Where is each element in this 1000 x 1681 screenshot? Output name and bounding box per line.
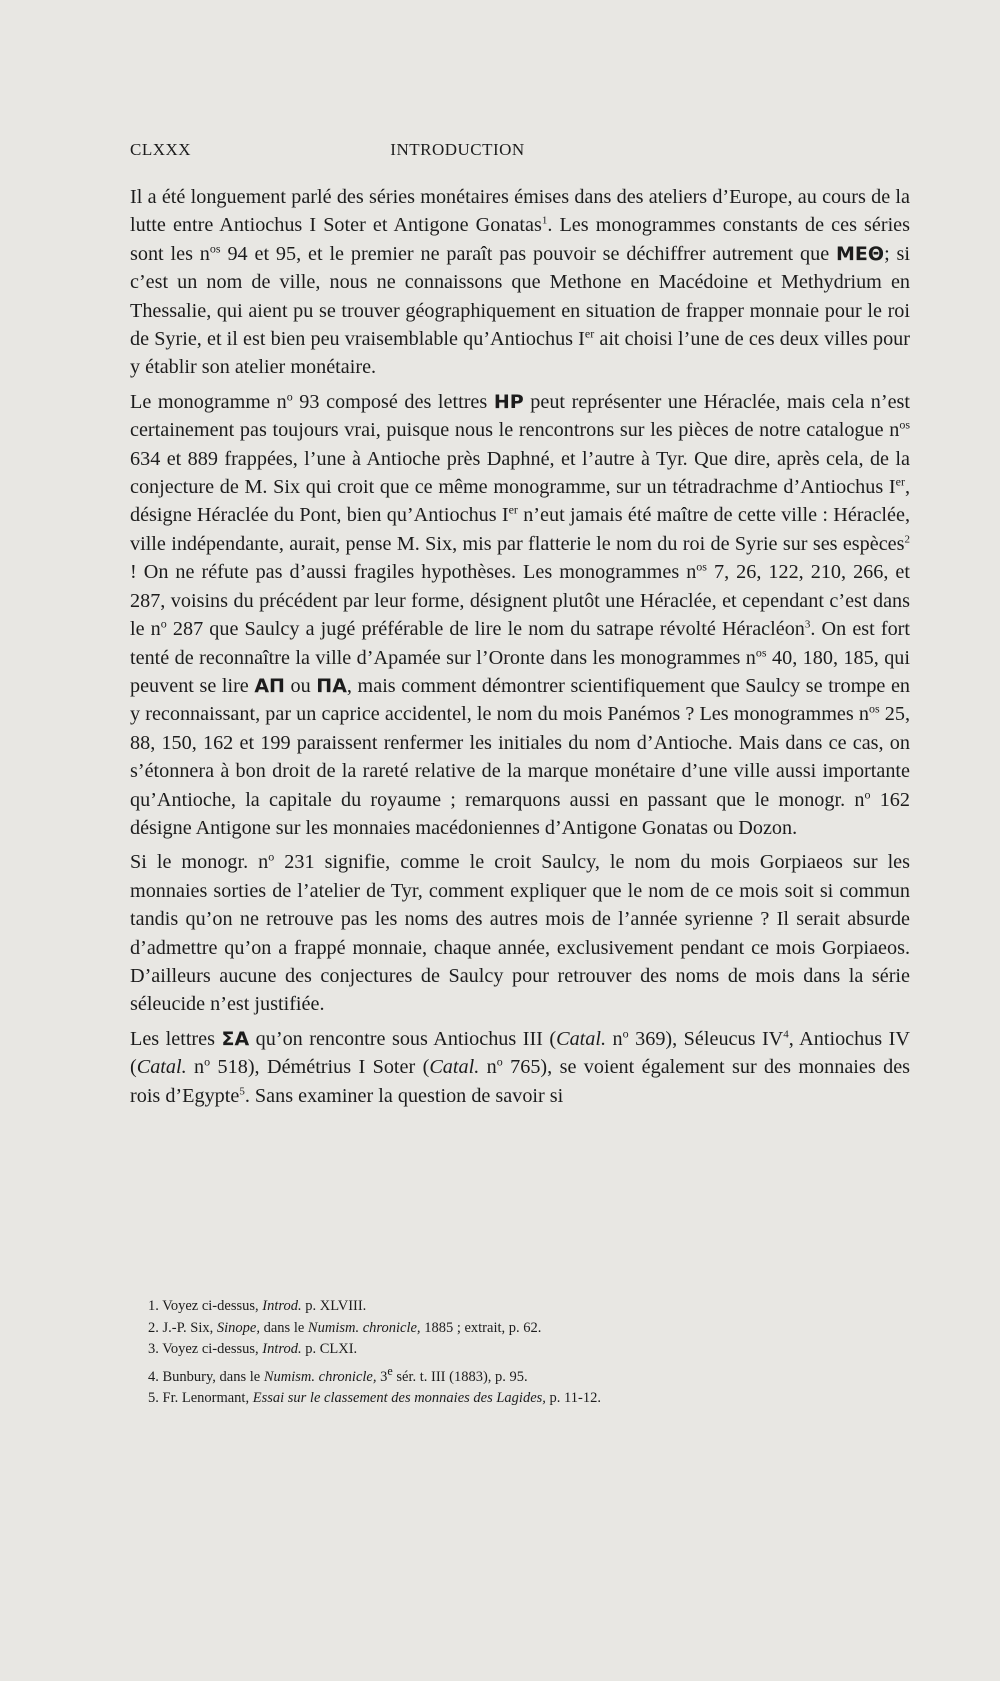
superscript: os (209, 241, 221, 256)
greek-monogram: ΜΕΘ (836, 242, 885, 265)
text-run: dans le (260, 1319, 308, 1336)
text-run: ! On ne réfute pas d’aussi fragiles hypothèses. Les monogrammes n (130, 561, 697, 584)
text-run: 287 que Saulcy a jugé préférable de lire le nom du satrape révolté Héracléon (166, 618, 805, 641)
paragraph (130, 183, 910, 382)
text-run: sér. t. III (1883), p. 95. (392, 1368, 528, 1385)
italic-text: Numism. chronicle, (263, 1368, 377, 1385)
superscript: os (696, 559, 707, 574)
text-run: n (186, 1056, 205, 1079)
superscript: er (895, 474, 905, 489)
superscript: o (496, 1054, 503, 1069)
text-run: . Les monogrammes constants de ces séries sont les n (130, 214, 910, 265)
footnote (148, 1339, 908, 1361)
text-run: 93 composé des lettres (292, 390, 494, 413)
footnote-ref: 2 (904, 533, 910, 546)
greek-monogram: ΠΑ (316, 674, 347, 697)
text-run: ait choisi l’une de ces deux villes pour y établir son atelier monétaire. (130, 328, 910, 379)
greek-monogram: ΑΠ (254, 674, 285, 697)
text-run: 40, 180, 185, qui peuvent se lire (130, 646, 910, 697)
text-run: Il a été longuement parlé des séries monétaires émises dans des ateliers d’Europe, au cours de la lutte entre Antiochus I Soter et Antigone Gonatas (130, 186, 910, 237)
text-run: 3. Voyez ci-dessus, (148, 1341, 263, 1357)
text-run: , Antiochus IV ( (130, 1027, 910, 1079)
superscript: os (868, 701, 880, 716)
text-run: 1. Voyez ci-dessus, (148, 1298, 263, 1314)
paragraph (130, 388, 910, 843)
footnote (148, 1318, 908, 1340)
greek-monogram: ΗΡ (493, 390, 524, 413)
text-run: Si le monogr. n (130, 851, 269, 874)
footnote-ref: 4 (783, 1028, 789, 1041)
greek-monogram: ΣΑ (221, 1027, 250, 1050)
footnote (148, 1388, 908, 1410)
text-run: 5. Fr. Lenormant, (148, 1389, 253, 1406)
text-run: 1885 ; extrait, p. 62. (420, 1319, 542, 1336)
superscript: e (387, 1363, 393, 1378)
text-run: 3 (376, 1368, 388, 1385)
superscript: o (160, 616, 167, 631)
superscript: os (899, 417, 910, 432)
italic-text: Introd. (262, 1341, 302, 1357)
footnote-ref: 1 (541, 214, 548, 227)
footnote (148, 1361, 908, 1388)
italic-text: Numism. chronicle, (307, 1319, 421, 1336)
text-run: 518), Démétrius I Soter ( (210, 1056, 430, 1079)
text-run: ; si c’est un nom de ville, nous ne connaissons que Methone en Macédoine et Methydrium en Thessalie, qui aient pu se trouver géographiquement en situation de frapper monnaie pour le roi de Syrie, et il est bien peu vraisemblable qu’Antiochus I (130, 242, 910, 351)
superscript: er (584, 326, 595, 341)
text-run: , mais comment démontrer scientifiquement que Saulcy se trompe en y reconnaissant, par un caprice accidentel, le nom du mois Panémos ? Les monogrammes n (130, 674, 910, 726)
text-run: n’eut jamais été maître de cette ville : Héraclée, ville indépendante, aurait, pense M. Six, mis par flatterie le nom du roi de Syrie sur ses espèces (130, 504, 910, 555)
superscript: o (286, 389, 293, 404)
text-run: Le monogramme n (130, 390, 287, 413)
italic-text: Introd. (262, 1298, 302, 1314)
text-run: . On est fort tenté de reconnaître la ville d’Apamée sur l’Oronte dans les monogrammes n (130, 618, 910, 669)
running-title: INTRODUCTION (390, 140, 525, 159)
text-run: 4. Bunbury, dans le (148, 1368, 264, 1385)
text-run: ou (284, 674, 317, 697)
italic-text: Catal. (556, 1027, 607, 1050)
text-run: p. XLVIII. (301, 1298, 367, 1314)
text-run: qu’on rencontre sous Antiochus III ( (249, 1027, 557, 1050)
text-run: 2. J.-P. Six, (148, 1319, 217, 1336)
paragraph (130, 1025, 910, 1110)
text-run: n (479, 1056, 497, 1079)
footnote-ref: 3 (804, 618, 811, 631)
text-run: p. CLXI. (301, 1341, 358, 1357)
italic-text: Catal. (429, 1056, 480, 1079)
superscript: o (268, 849, 275, 864)
text-run: peut représenter une Héraclée, mais cela n’est certainement pas toujours vrai, puisque nous le rencontrons sur les pièces de notre catalogue n (130, 390, 911, 442)
text-run: 94 et 95, et le premier ne paraît pas pouvoir se déchiffrer autrement que (220, 242, 837, 265)
text-run: Les lettres (130, 1027, 222, 1050)
superscript: o (204, 1054, 211, 1069)
text-run: 634 et 889 frappées, l’une à Antioche près Daphné, et l’autre à Tyr. Que dire, après cela, de la conjecture de M. Six qui croit que ce même monogramme, sur un tétradrachme d’Antiochus I (130, 447, 910, 499)
paragraph (130, 848, 910, 1018)
text-run: 231 signifie, comme le croit Saulcy, le nom du mois Gorpiaeos sur les monnaies sorties de l’atelier de Tyr, comment expliquer que le nom de ce mois soit si commun tandis qu’on ne retrouve pas les noms des autres mois de l’année syrienne ? Il serait absurde d’admettre qu’on a frappé monnaie, chaque année, exclusivement pendant ce mois Gorpiaeos. D’ailleurs aucune des conjectures de Saulcy pour retrouver des noms de mois dans la série séleucide n’est justifiée. (130, 851, 910, 1016)
text-run: 765), se voient également sur des monnaies des rois d’Egypte (130, 1056, 911, 1107)
italic-text: Catal. (136, 1056, 187, 1079)
text-run: 25, 88, 150, 162 et 199 paraissent renfermer les initiales du nom d’Antioche. Mais dans ce cas, on s’étonnera à bon droit de la rareté relative de la marque monétaire d’une ville aussi importante qu’Antioche, la capitale du royaume ; remarquons aussi en passant que le monogr. n (130, 703, 910, 811)
superscript: o (864, 786, 871, 801)
text-run: 162 désigne Antigone sur les monnaies macédoniennes d’Antigone Gonatas ou Dozon. (130, 788, 910, 839)
superscript: o (622, 1026, 629, 1041)
folio: CLXXX (130, 140, 192, 159)
text-run: . Sans examiner la question de savoir si (244, 1084, 564, 1107)
text-run: , désigne Héraclée du Pont, bien qu’Antiochus I (130, 476, 910, 527)
superscript: er (508, 502, 518, 517)
main-text (130, 183, 910, 1116)
text-run: p. 11-12. (545, 1389, 601, 1406)
text-run: n (606, 1027, 623, 1050)
footnote-ref: 5 (239, 1084, 245, 1097)
text-run: 7, 26, 122, 210, 266, et 287, voisins du précédent par leur forme, désignent plutôt une Héraclée, et cependant c’est dans le n (130, 561, 910, 641)
italic-text: Sinope, (216, 1319, 260, 1336)
footnote (148, 1296, 908, 1318)
footnotes (148, 1296, 908, 1409)
italic-text: Essai sur le classement des monnaies des Lagides, (252, 1389, 546, 1406)
superscript: os (755, 644, 767, 659)
text-run: 369), Séleucus IV (628, 1027, 784, 1050)
